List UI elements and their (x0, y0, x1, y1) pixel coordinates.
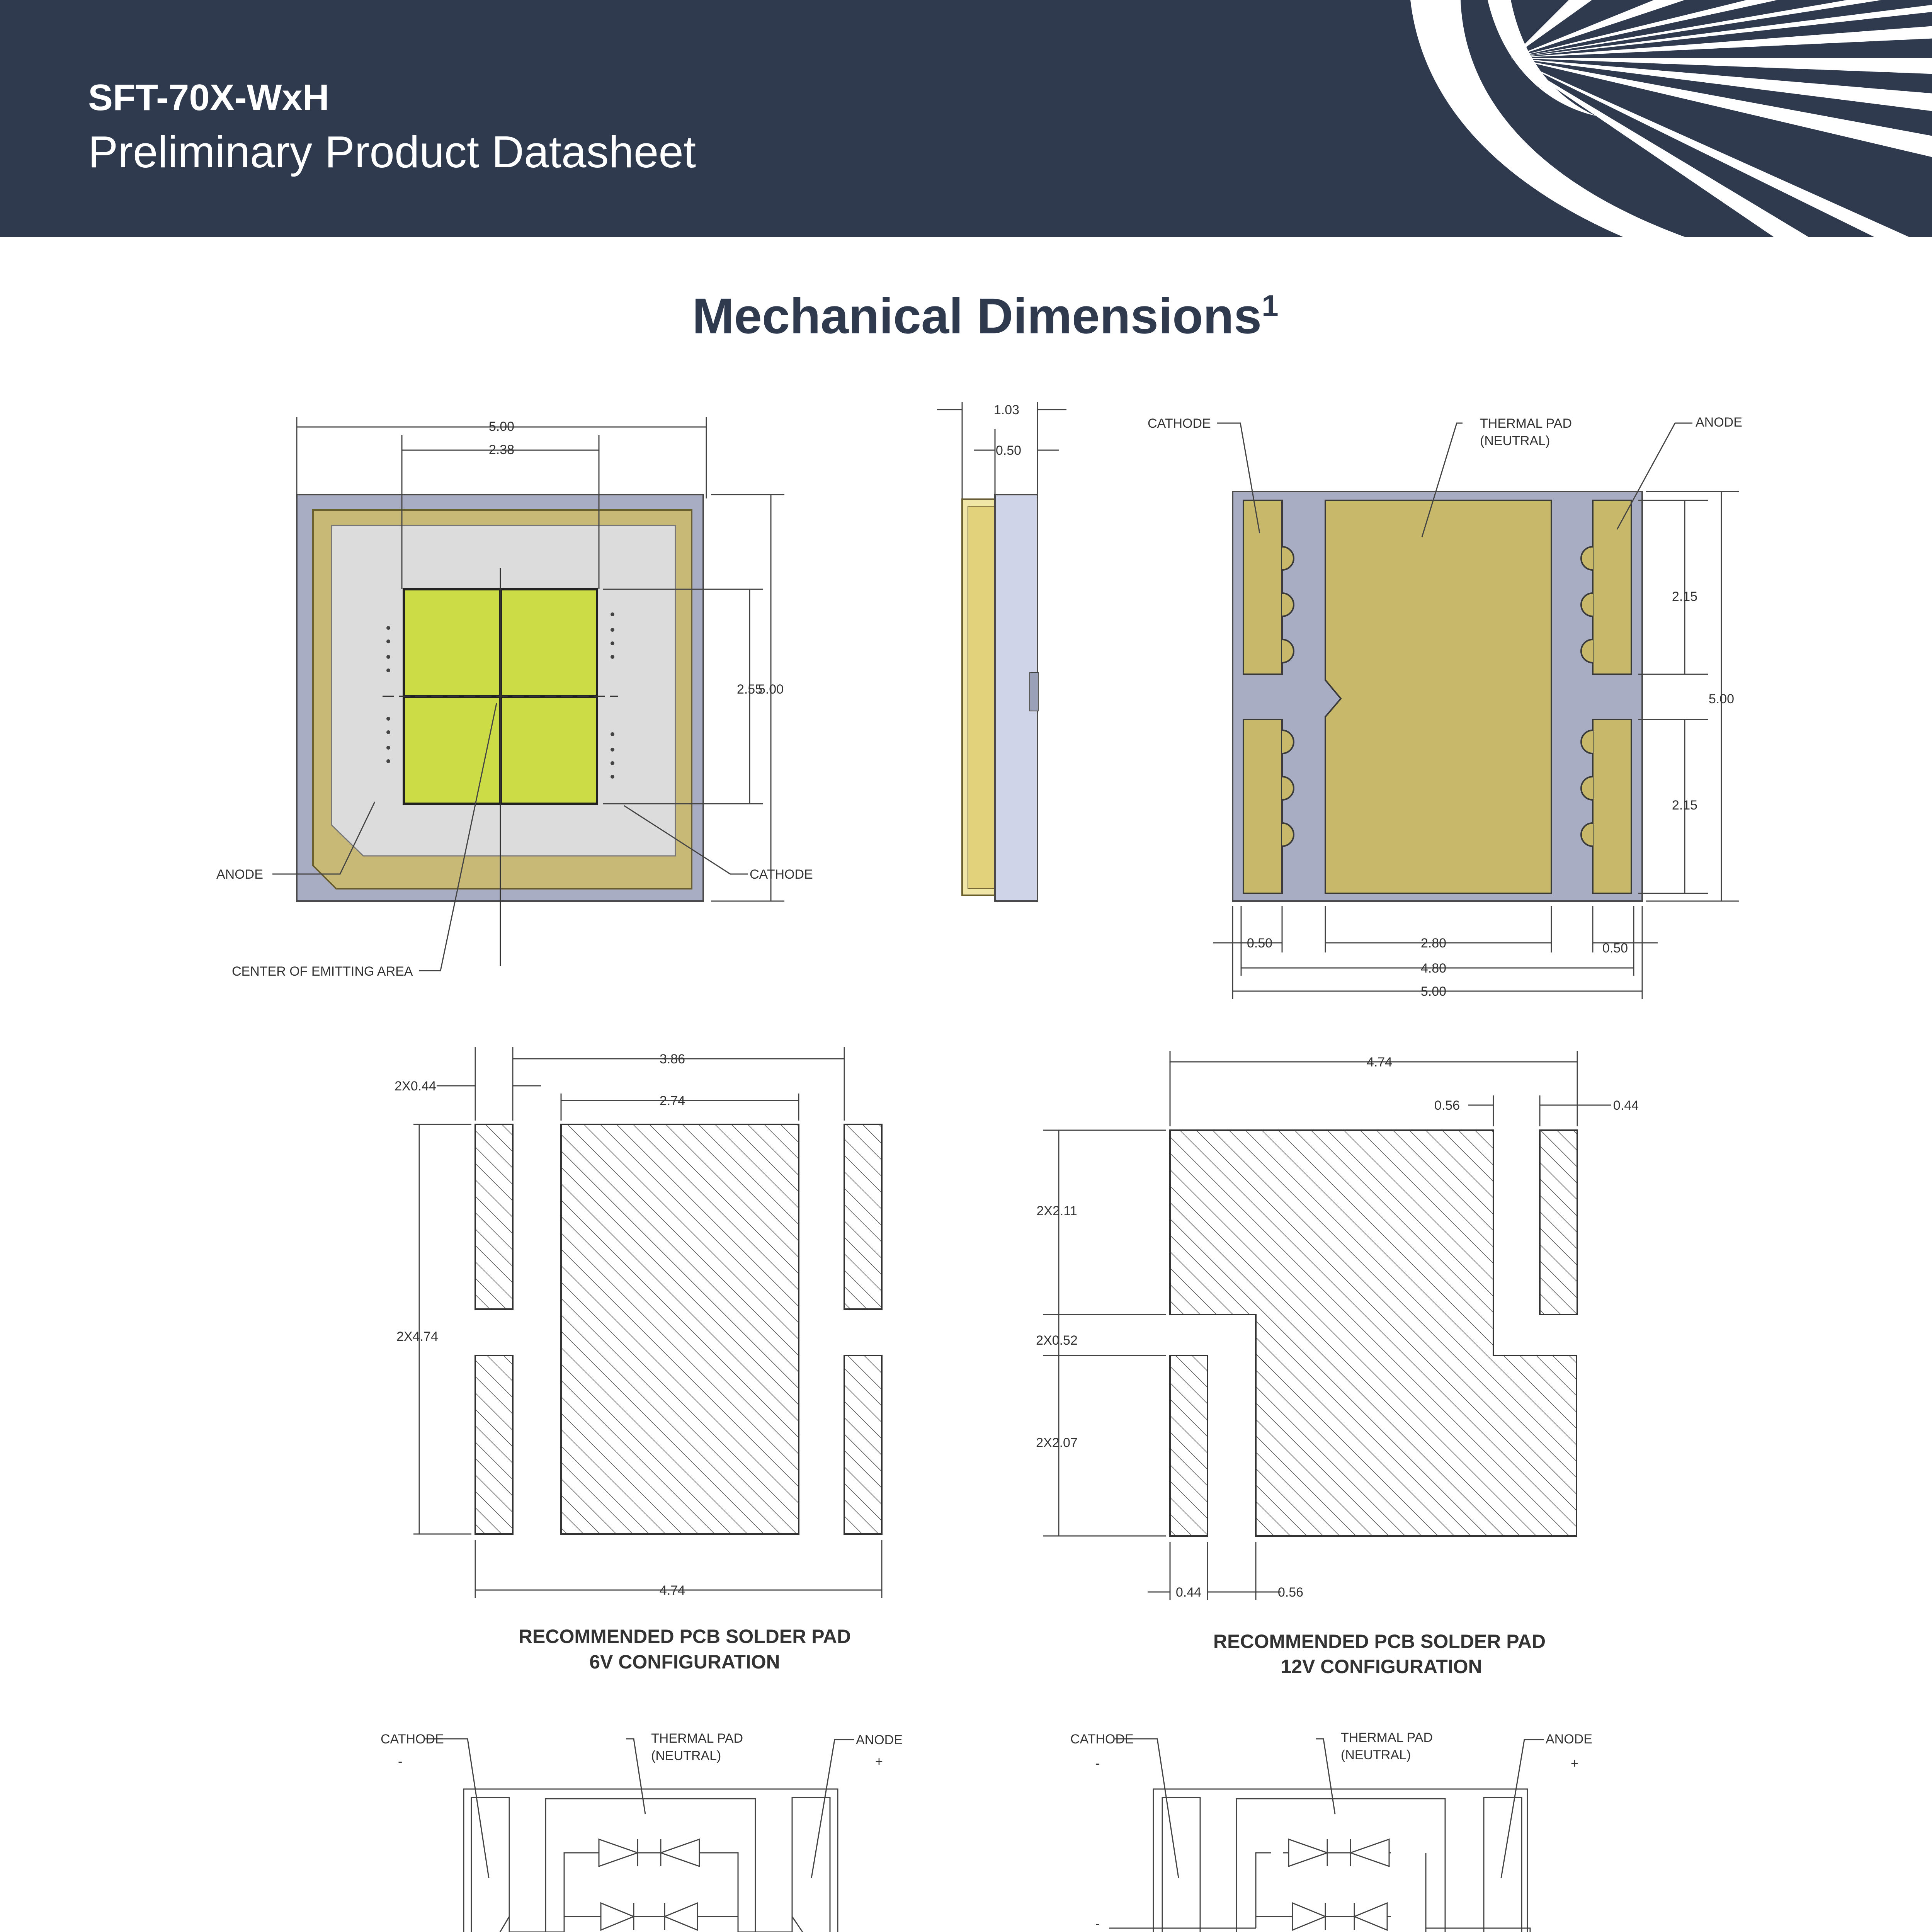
cathode-label: CATHODE (1148, 416, 1211, 431)
dim-211: 2X2.11 (1036, 1204, 1077, 1218)
bottom-view (1148, 415, 1742, 999)
pcb6v-caption-config: 6V CONFIGURATION (589, 1651, 780, 1673)
dim-056: 0.56 (1434, 1098, 1460, 1113)
dim-emitter-height: 2.55 (736, 682, 763, 697)
thermal-pad-label: THERMAL PAD (1341, 1730, 1433, 1745)
dim-emitter-width: 2.38 (488, 442, 515, 457)
dim-left: 0.50 (1247, 936, 1273, 951)
dim-480: 4.80 (1420, 961, 1447, 976)
dim-044-bottom: 0.44 (1175, 1585, 1202, 1600)
dim-total-height: 5.00 (1708, 692, 1735, 706)
dim-474: 4.74 (1366, 1055, 1393, 1070)
pcb-12v-pad (1036, 1051, 1639, 1677)
dim-056-bottom: 0.56 (1277, 1585, 1304, 1600)
circuit-12v-diagram (1109, 1739, 1584, 1932)
dim-pad-bottom: 2.15 (1672, 798, 1698, 813)
minus-terminal: - (1095, 1917, 1100, 1931)
dim-207: 2X2.07 (1036, 1435, 1078, 1450)
center-emitting-label: CENTER OF EMITTING AREA (232, 964, 413, 979)
anode-label: ANODE (856, 1733, 903, 1747)
cathode-label: CATHODE (381, 1732, 444, 1747)
dim-500: 5.00 (1420, 984, 1447, 999)
top-view (216, 417, 813, 979)
dim-052: 2X0.52 (1036, 1333, 1078, 1348)
plus-label: + (875, 1754, 883, 1769)
product-title: SFT-70X-WxH (88, 77, 330, 118)
cathode-label: CATHODE (750, 867, 813, 882)
section-title-text: Mechanical Dimensions (692, 287, 1262, 344)
minus-label: - (1095, 1756, 1100, 1771)
dim-right: 0.50 (1602, 941, 1628, 956)
dim-474-height: 2X4.74 (396, 1329, 438, 1344)
pcb6v-caption: RECOMMENDED PCB SOLDER PAD (518, 1626, 851, 1647)
minus-label: - (398, 1754, 403, 1769)
dim-width: 5.00 (488, 419, 515, 434)
dim-274: 2.74 (659, 1094, 685, 1108)
anode-label: ANODE (1546, 1732, 1592, 1747)
dim-pad-width: 2X0.44 (395, 1079, 436, 1094)
anode-label: ANODE (1696, 415, 1742, 430)
neutral-label: (NEUTRAL) (1480, 434, 1550, 448)
anode-label: ANODE (216, 867, 263, 882)
thermal-pad (1325, 500, 1551, 893)
dim-inner: 0.50 (995, 443, 1022, 458)
pcb-6v-pad (395, 1047, 882, 1673)
pcb12v-caption-config: 12V CONFIGURATION (1281, 1656, 1482, 1677)
dim-474-width: 4.74 (659, 1583, 685, 1598)
thermal-pad-label: THERMAL PAD (651, 1731, 743, 1746)
document-subtitle: Preliminary Product Datasheet (88, 127, 696, 177)
neutral-label: (NEUTRAL) (651, 1748, 721, 1763)
dim-center: 2.80 (1420, 936, 1447, 951)
dim-044: 0.44 (1613, 1098, 1639, 1113)
dim-height: 5.00 (758, 682, 784, 697)
plus-label: + (1571, 1756, 1578, 1771)
circuit-12v-labels (1070, 1730, 1598, 1932)
thermal-pad-label: THERMAL PAD (1480, 416, 1572, 431)
pcb12v-caption: RECOMMENDED PCB SOLDER PAD (1213, 1631, 1546, 1652)
neutral-label: (NEUTRAL) (1341, 1748, 1411, 1762)
circuit-6v-labels (375, 1731, 903, 1932)
circuit-6v-diagram (390, 1739, 900, 1932)
dim-thickness: 1.03 (993, 403, 1020, 417)
cathode-label: CATHODE (1070, 1732, 1134, 1747)
side-view (937, 402, 1066, 901)
dim-pad-top: 2.15 (1672, 589, 1698, 604)
footnote-marker: 1 (1262, 289, 1279, 323)
dim-386: 3.86 (659, 1052, 685, 1066)
